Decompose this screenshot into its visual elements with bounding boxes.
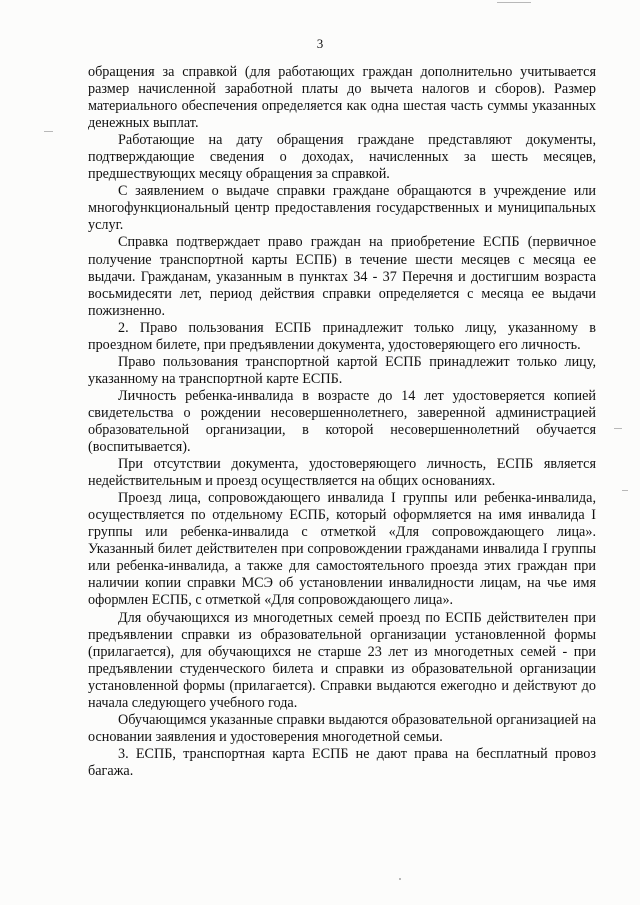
paragraph: С заявлением о выдаче справки граждане обращаются в учреждение или многофункциональный центр предоставления государственных и муниципальных услуг. <box>88 183 596 234</box>
paragraph: 3. ЕСПБ, транспортная карта ЕСПБ не дают права на бесплатный провоз багажа. <box>88 745 596 779</box>
scan-artifact <box>622 490 628 491</box>
paragraph: 2. Право пользования ЕСПБ принадлежит только лицу, указанному в проездном билете, при предъявлении документа, удостоверяющего его личность. <box>88 319 596 353</box>
paragraph: Справка подтверждает право граждан на приобретение ЕСПБ (первичное получение транспортной карты ЕСПБ) в течение шести месяцев с месяца ее выдачи. Гражданам, указанным в пунктах 34 - 37 Перечня и достигшим возраста восьмидесяти лет, период действия справки определяется с месяца ее выдачи пожизненно. <box>88 234 596 319</box>
scan-artifact <box>497 2 531 3</box>
scan-artifact <box>614 428 622 429</box>
paragraph-continuation: обращения за справкой (для работающих граждан дополнительно учитывается размер начисленной заработной платы до вычета налогов и сборов). Размер материального обеспечения определяется как одна шестая часть суммы указанных денежных выплат. <box>88 64 596 132</box>
scan-artifact <box>399 878 401 880</box>
scan-artifact <box>44 131 53 132</box>
paragraph: При отсутствии документа, удостоверяющего личность, ЕСПБ является недействительным и проезд осуществляется на общих основаниях. <box>88 456 596 490</box>
paragraph: Обучающимся указанные справки выдаются образовательной организацией на основании заявления и удостоверения многодетной семьи. <box>88 711 596 745</box>
document-body <box>88 64 596 780</box>
paragraph: Право пользования транспортной картой ЕСПБ принадлежит только лицу, указанному на транспортной карте ЕСПБ. <box>88 353 596 387</box>
paragraph: Личность ребенка-инвалида в возрасте до 14 лет удостоверяется копией свидетельства о рождении несовершеннолетнего, заверенной администрацией образовательной организации, в которой несовершеннолетний обучается (воспитывается). <box>88 387 596 456</box>
paragraph: Проезд лица, сопровождающего инвалида I группы или ребенка-инвалида, осуществляется по отдельному ЕСПБ, который оформляется на имя инвалида I группы или ребенка-инвалида с отметкой «Для сопровождающего лица». Указанный билет действителен при сопровождении гражданами инвалида I группы или ребенка-инвалида, а также для самостоятельного проезда этих граждан при наличии копии справки МСЭ об установлении инвалидности лицам, на чье имя оформлен ЕСПБ, с отметкой «Для сопровождающего лица». <box>88 490 596 609</box>
page-number: 3 <box>316 36 324 51</box>
paragraph: Для обучающихся из многодетных семей проезд по ЕСПБ действителен при предъявлении справки из образовательной организации установленной формы (прилагается), для обучающихся не старше 23 лет из многодетных семей - при предъявлении студенческого билета и справки из образовательной организации установленной формы (прилагается). Справки выдаются ежегодно и действуют до начала следующего учебного года. <box>88 609 596 711</box>
paragraph: Работающие на дату обращения граждане представляют документы, подтверждающие сведения о доходах, начисленных за шесть месяцев, предшествующих месяцу обращения за справкой. <box>88 132 596 183</box>
